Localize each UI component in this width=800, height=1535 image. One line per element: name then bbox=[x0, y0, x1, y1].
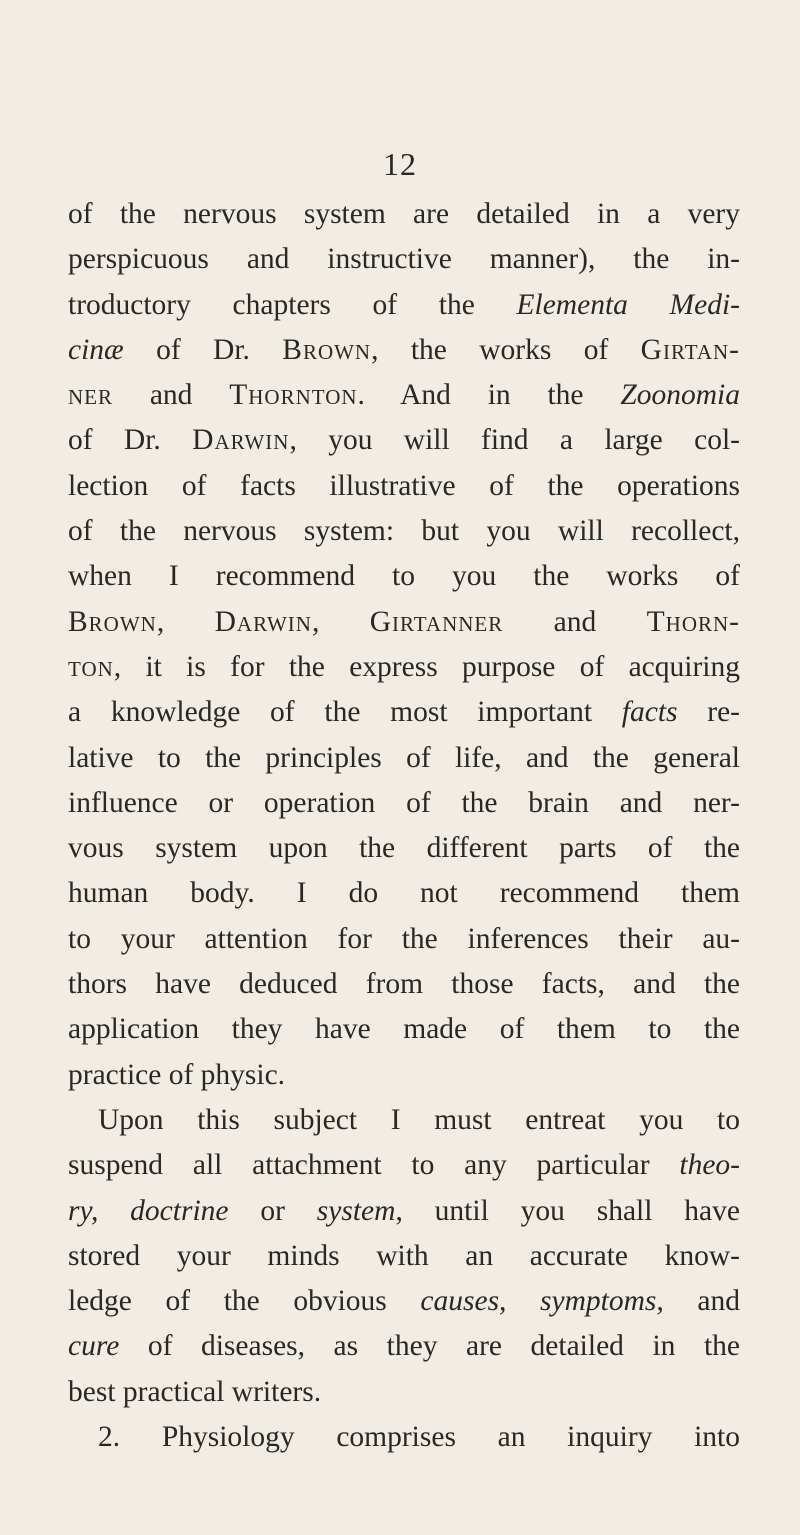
text-line bbox=[68, 1098, 740, 1143]
small-caps-name: Thornton bbox=[229, 379, 358, 412]
text-segment: vous system upon the different parts of the bbox=[68, 832, 740, 865]
text-line bbox=[68, 328, 740, 373]
text-line bbox=[68, 283, 740, 328]
italic-text: causes, symptoms, bbox=[420, 1285, 664, 1318]
text-segment: influence or operation of the brain and ner- bbox=[68, 786, 740, 819]
text-line bbox=[68, 192, 740, 237]
page-number: 12 bbox=[383, 146, 417, 182]
text-line bbox=[68, 554, 740, 599]
text-segment: a knowledge of the most important bbox=[68, 696, 622, 729]
text-segment: . And in the bbox=[357, 379, 621, 412]
small-caps-name: Brown bbox=[282, 333, 372, 366]
text-line bbox=[68, 600, 740, 645]
text-segment: of diseases, as they are detailed in the bbox=[119, 1330, 740, 1363]
text-line bbox=[68, 1189, 740, 1234]
text-segment: and bbox=[503, 605, 647, 638]
text-segment: of the nervous system are detailed in a very bbox=[68, 198, 740, 230]
text-segment: lection of facts illustrative of the operations bbox=[68, 469, 740, 502]
text-line bbox=[68, 1143, 740, 1188]
text-segment: suspend all attachment to any particular bbox=[68, 1149, 680, 1182]
text-line bbox=[68, 1234, 740, 1279]
text-segment: , it is for the express purpose of acquiring bbox=[113, 650, 740, 683]
text-segment: human body. I do not recommend them bbox=[68, 877, 740, 910]
small-caps-name: Thorn- bbox=[646, 605, 741, 638]
small-caps-name: Darwin bbox=[214, 605, 312, 638]
small-caps-name: ton bbox=[68, 650, 114, 683]
text-line bbox=[68, 1053, 740, 1098]
italic-text: theo- bbox=[679, 1149, 740, 1182]
text-segment: and bbox=[663, 1285, 740, 1318]
italic-text: facts bbox=[621, 696, 678, 729]
text-segment: , the works of bbox=[371, 333, 641, 366]
text-segment: application they have made of them to the bbox=[68, 1013, 740, 1046]
text-line bbox=[68, 1279, 740, 1324]
text-segment: of Dr. bbox=[68, 424, 193, 457]
text-line bbox=[68, 962, 740, 1007]
text-line bbox=[68, 871, 740, 916]
text-line bbox=[68, 736, 740, 781]
text-line bbox=[68, 1415, 740, 1460]
italic-text: ry, doctrine bbox=[68, 1194, 229, 1227]
text-segment: practice of physic. bbox=[68, 1058, 286, 1091]
text-segment: lative to the principles of life, and the general bbox=[68, 741, 740, 774]
text-line bbox=[68, 645, 740, 690]
text-segment: to your attention for the inferences their au- bbox=[68, 922, 740, 955]
small-caps-name: Darwin bbox=[192, 424, 290, 457]
text-segment: thors have deduced from those facts, and the bbox=[68, 968, 740, 1001]
body-text bbox=[68, 192, 740, 1460]
text-segment: Upon this subject I must entreat you to bbox=[98, 1103, 740, 1136]
text-line bbox=[68, 237, 740, 282]
italic-text: system bbox=[316, 1194, 396, 1227]
text-segment: or bbox=[228, 1194, 317, 1227]
text-line bbox=[68, 781, 740, 826]
text-segment: and bbox=[113, 379, 230, 412]
text-segment: of the nervous system: but you will recollect, bbox=[68, 515, 740, 548]
italic-text: cure bbox=[68, 1330, 120, 1363]
text-line bbox=[68, 1007, 740, 1052]
text-segment: , until you shall have bbox=[395, 1194, 740, 1227]
text-line bbox=[68, 373, 740, 418]
text-line bbox=[68, 418, 740, 463]
text-line bbox=[68, 826, 740, 871]
text-segment: stored your minds with an accurate know- bbox=[68, 1239, 740, 1272]
text-segment: 2. Physiology comprises an inquiry into bbox=[98, 1421, 740, 1454]
italic-text: Elementa Medi- bbox=[516, 288, 740, 321]
text-line bbox=[68, 917, 740, 962]
small-caps-name: ner bbox=[68, 379, 113, 412]
text-segment: , you will find a large col- bbox=[289, 424, 740, 457]
text-segment: re- bbox=[677, 696, 740, 729]
text-line bbox=[68, 509, 740, 554]
text-segment: when I recommend to you the works of bbox=[68, 560, 740, 593]
text-segment: of Dr. bbox=[123, 333, 283, 366]
text-segment: perspicuous and instructive manner), the in- bbox=[68, 243, 740, 276]
text-segment: , bbox=[156, 605, 215, 638]
small-caps-name: Girtan- bbox=[640, 333, 740, 366]
text-segment: ledge of the obvious bbox=[68, 1285, 421, 1318]
italic-text: cinæ bbox=[68, 333, 124, 366]
text-segment: best practical writers. bbox=[68, 1375, 322, 1408]
small-caps-name: Girtanner bbox=[369, 605, 504, 638]
text-line bbox=[68, 1370, 740, 1415]
text-line bbox=[68, 464, 740, 509]
text-line bbox=[68, 690, 740, 735]
text-line bbox=[68, 1324, 740, 1369]
text-segment: troductory chapters of the bbox=[68, 288, 517, 321]
text-segment: , bbox=[311, 605, 370, 638]
italic-text: Zoonomia bbox=[620, 379, 740, 412]
small-caps-name: Brown bbox=[68, 605, 157, 638]
